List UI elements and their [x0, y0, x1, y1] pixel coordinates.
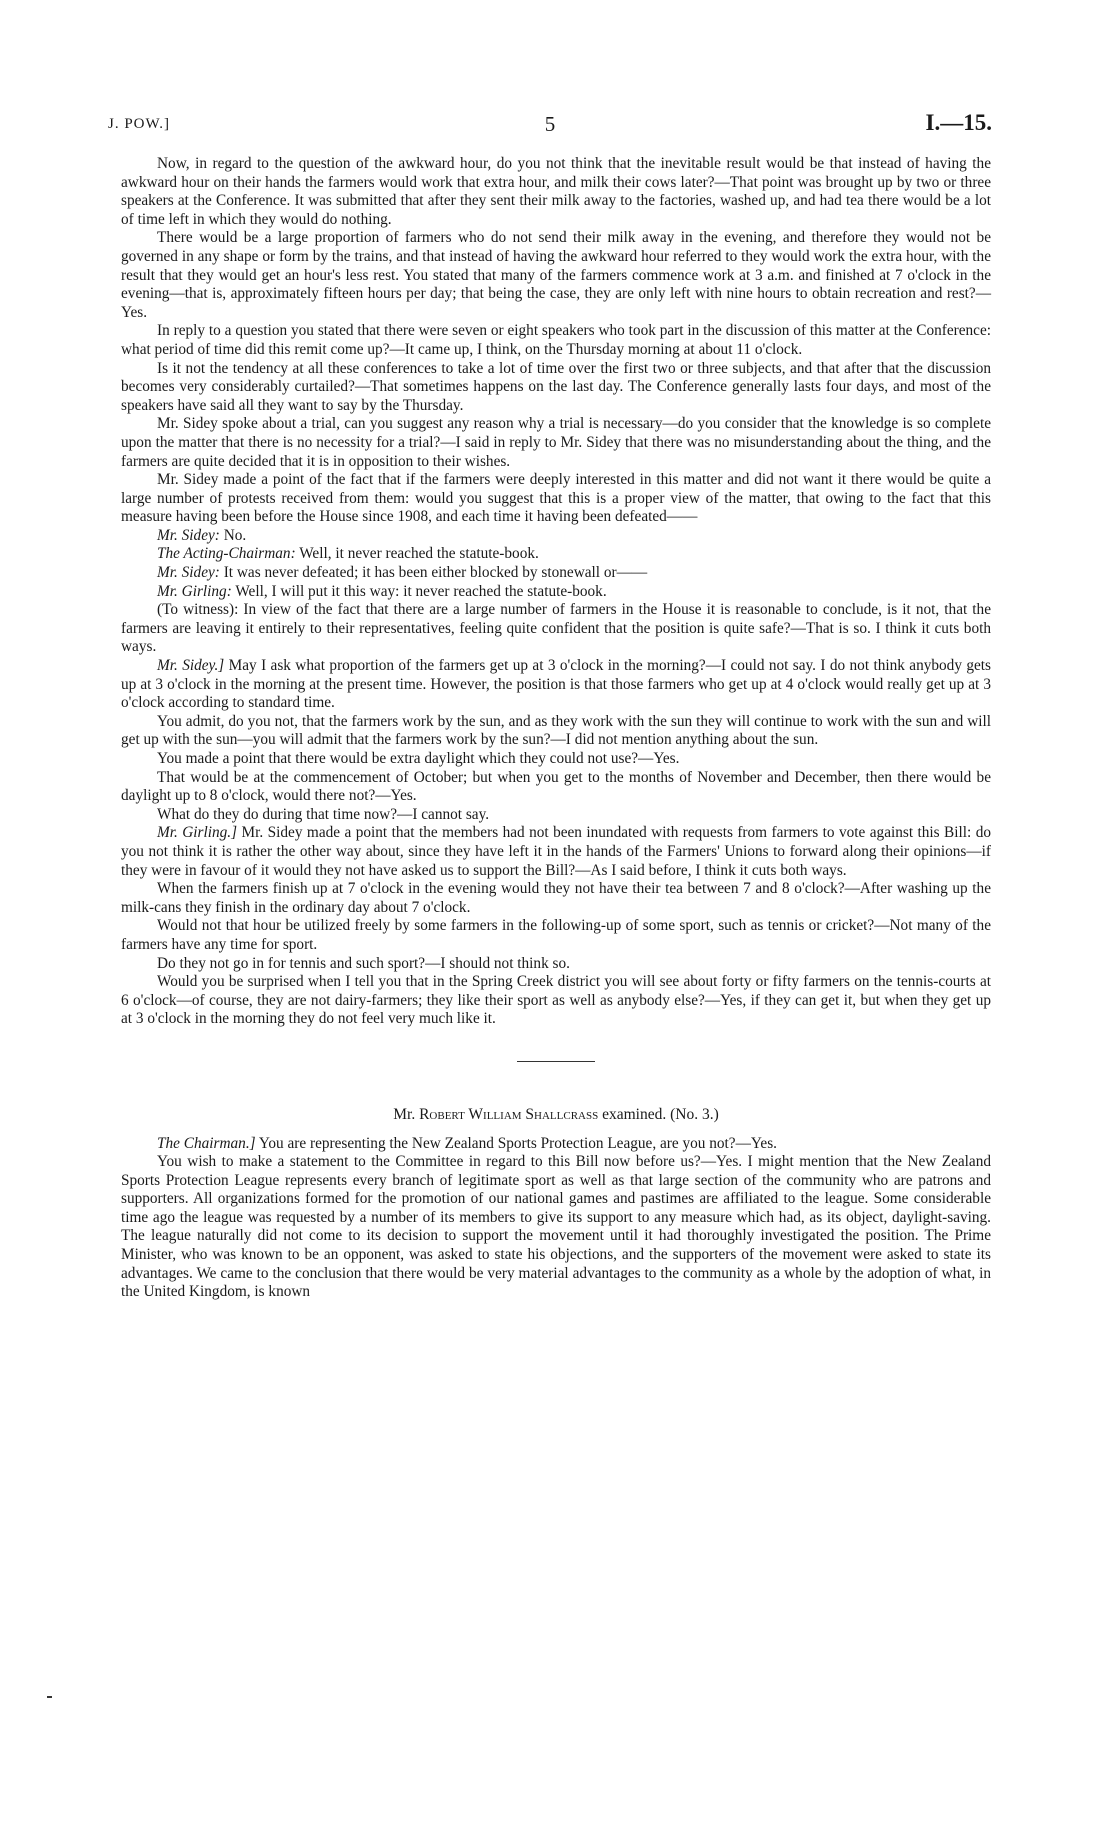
paragraph-text: You are representing the New Zealand Sports Protection League, are you not?—Yes. [255, 1134, 777, 1152]
header-left: J. POW.] [108, 116, 171, 132]
speaker: Mr. Sidey: [157, 526, 220, 544]
dialogue-line [121, 583, 991, 602]
exam-suffix: examined. (No. 3.) [598, 1105, 719, 1123]
paragraph: You admit, do you not, that the farmers work by the sun, and as they work with the sun they will continue to work with the sun and will get up with the sun—you will admit that the farmers work by the sun?—I did not mention anything about the sun. [121, 712, 991, 749]
paper-reference: I.—15. [925, 110, 992, 135]
exam-prefix: Mr. [393, 1105, 420, 1123]
questioner-paragraph [121, 824, 991, 880]
paragraph: When the farmers finish up at 7 o'clock in the evening would they not have their tea between 7 and 8 o'clock?—After washing up the milk-cans they finish in the ordinary day about 7 o'clock. [121, 880, 991, 916]
paragraph: Mr. Sidey spoke about a trial, can you suggest any reason why a trial is necessary—do you consider that the knowledge is so complete upon the matter that there is no necessity for a trial?—I said in reply to Mr. Sidey that there was no misunderstanding about the thing, and the farmers are quite decided that it is in opposition to their wishes. [121, 415, 991, 470]
dialogue-line [121, 564, 991, 583]
dialogue-line [121, 527, 991, 546]
paragraph: Is it not the tendency at all these conferences to take a lot of time over the first two or three subjects, and that after that the discussion becomes very considerably curtailed?—That sometimes happens on the last day. The Conference generally lasts four days, and most of the speakers have said all they want to say by the Thursday. [121, 359, 991, 414]
page-header [108, 112, 992, 142]
speaker: The Chairman.] [157, 1134, 256, 1152]
paragraph: You wish to make a statement to the Committee in regard to this Bill now before us?—Yes. I might mention that the New Zealand Sports Protection League represents every branch of legitimate sport as well as that large section of the community who are patrons and supporters. All organizations formed for the promotion of our national games and pastimes are affiliated to the league. Some considerable time ago the league was requested by a number of its members to give its support to any measure which had, as its object, daylight-saving. The league naturally did not come to its decision to support the movement until it had thoroughly investigated the position. The Prime Minister, who was known to be an opponent, was asked to state his objections, and the supporters of the movement were asked to state its advantages. We came to the conclusion that there would be very material advantages to the community as a whole by the adoption of what, in the United Kingdom, is known [121, 1153, 991, 1301]
speaker: Mr. Girling.] [157, 824, 238, 842]
dialogue-text: Well, I will put it this way: it never reached the statute-book. [231, 582, 607, 600]
paragraph: Now, in regard to the question of the awkward hour, do you not think that the inevitable result would be that instead of having the awkward hour on their hands the farmers would work that extra hour, and milk their cows later?—That point was brought up by two or three speakers at the Conference. It was submitted that after they sent their milk away to the factories, washed up, and had tea there would be a lot of time left in which they would do nothing. [121, 155, 991, 228]
document-body [121, 155, 991, 1302]
speaker: Mr. Sidey.] [157, 657, 225, 675]
margin-mark [47, 1696, 52, 1698]
section-divider [517, 1061, 595, 1062]
dialogue-text: It was never defeated; it has been either blocked by stonewall or—— [219, 564, 648, 582]
paragraph: Would not that hour be utilized freely by some farmers in the following-up of some sport, such as tennis or cricket?—Not many of the farmers have any time for sport. [121, 917, 991, 953]
speaker: Mr. Girling: [157, 582, 232, 600]
witness-heading [121, 1106, 991, 1125]
questioner-paragraph [121, 1135, 991, 1154]
dialogue-line [121, 545, 991, 564]
paragraph: What do they do during that time now?—I cannot say. [157, 805, 490, 823]
dialogue-text: No. [219, 526, 247, 544]
paragraph-text: May I ask what proportion of the farmers get up at 3 o'clock in the morning?—I could not say. I do not think anybody gets up at 3 o'clock in the morning at the present time. However, the position is that those farmers who get up at 4 o'clock would really get up at 3 o'clock according to standard time. [121, 657, 991, 712]
paragraph: Mr. Sidey made a point of the fact that if the farmers were deeply interested in this matter and did not want it there would be quite a large number of protests received from them: would you suggest that this is a proper view of the matter, that owing to the fact that this measure having been before the House since 1908, and each time it having been defeated—— [121, 471, 991, 526]
paragraph: There would be a large proportion of farmers who do not send their milk away in the evening, and therefore they would not be governed in any shape or form by the trains, and that instead of having the awkward hour referred to they would work the extra hour, with the result that they would get an hour's less rest. You stated that many of the farmers commence work at 3 a.m. and finished at 7 o'clock in the evening—that is, approximately fifteen hours per day; that being the case, they are only left with nine hours to obtain recreation and rest?—Yes. [121, 229, 991, 321]
questioner-paragraph [121, 657, 991, 713]
dialogue-text: Well, it never reached the statute-book. [295, 545, 539, 563]
paragraph: You made a point that there would be extra daylight which they could not use?—Yes. [157, 750, 680, 767]
paragraph: Would you be surprised when I tell you that in the Spring Creek district you will see about forty or fifty farmers on the tennis-courts at 6 o'clock—of course, they are not dairy-farmers; they like their sport as well as anybody else?—Yes, if they can get it, but when they get up at 3 o'clock in the morning they do not feel very much like it. [121, 973, 991, 1028]
speaker: Mr. Sidey: [157, 564, 220, 582]
witness-name: Robert William Shallcrass [419, 1105, 599, 1123]
paragraph: In reply to a question you stated that there were seven or eight speakers who took part in the discussion of this matter at the Conference: what period of time did this remit come up?—It came up, I think, on the Thursday morning at about 11 o'clock. [121, 322, 991, 358]
speaker: The Acting-Chairman: [157, 545, 296, 563]
paragraph: (To witness): In view of the fact that there are a large number of farmers in the House it is reasonable to conclude, is it not, that the farmers are leaving it entirely to their representatives, feeling quite confident that the position is quite safe?—That is so. I think it cuts both ways. [121, 601, 991, 656]
page-number: 5 [544, 112, 556, 136]
paragraph: That would be at the commencement of October; but when you get to the months of November and December, then there would be daylight up to 8 o'clock, would there not?—Yes. [121, 768, 991, 805]
paragraph-text: Mr. Sidey made a point that the members had not been inundated with requests from farmers to vote against this Bill: do you not think it is rather the other way about, since they have left it in the hands of the Farmers' Unions to forward along their opinions—if they were in favour of it would they not have asked us to support the Bill?—As I said before, I think it cuts both ways. [121, 824, 991, 879]
paragraph: Do they not go in for tennis and such sport?—I should not think so. [157, 954, 570, 972]
